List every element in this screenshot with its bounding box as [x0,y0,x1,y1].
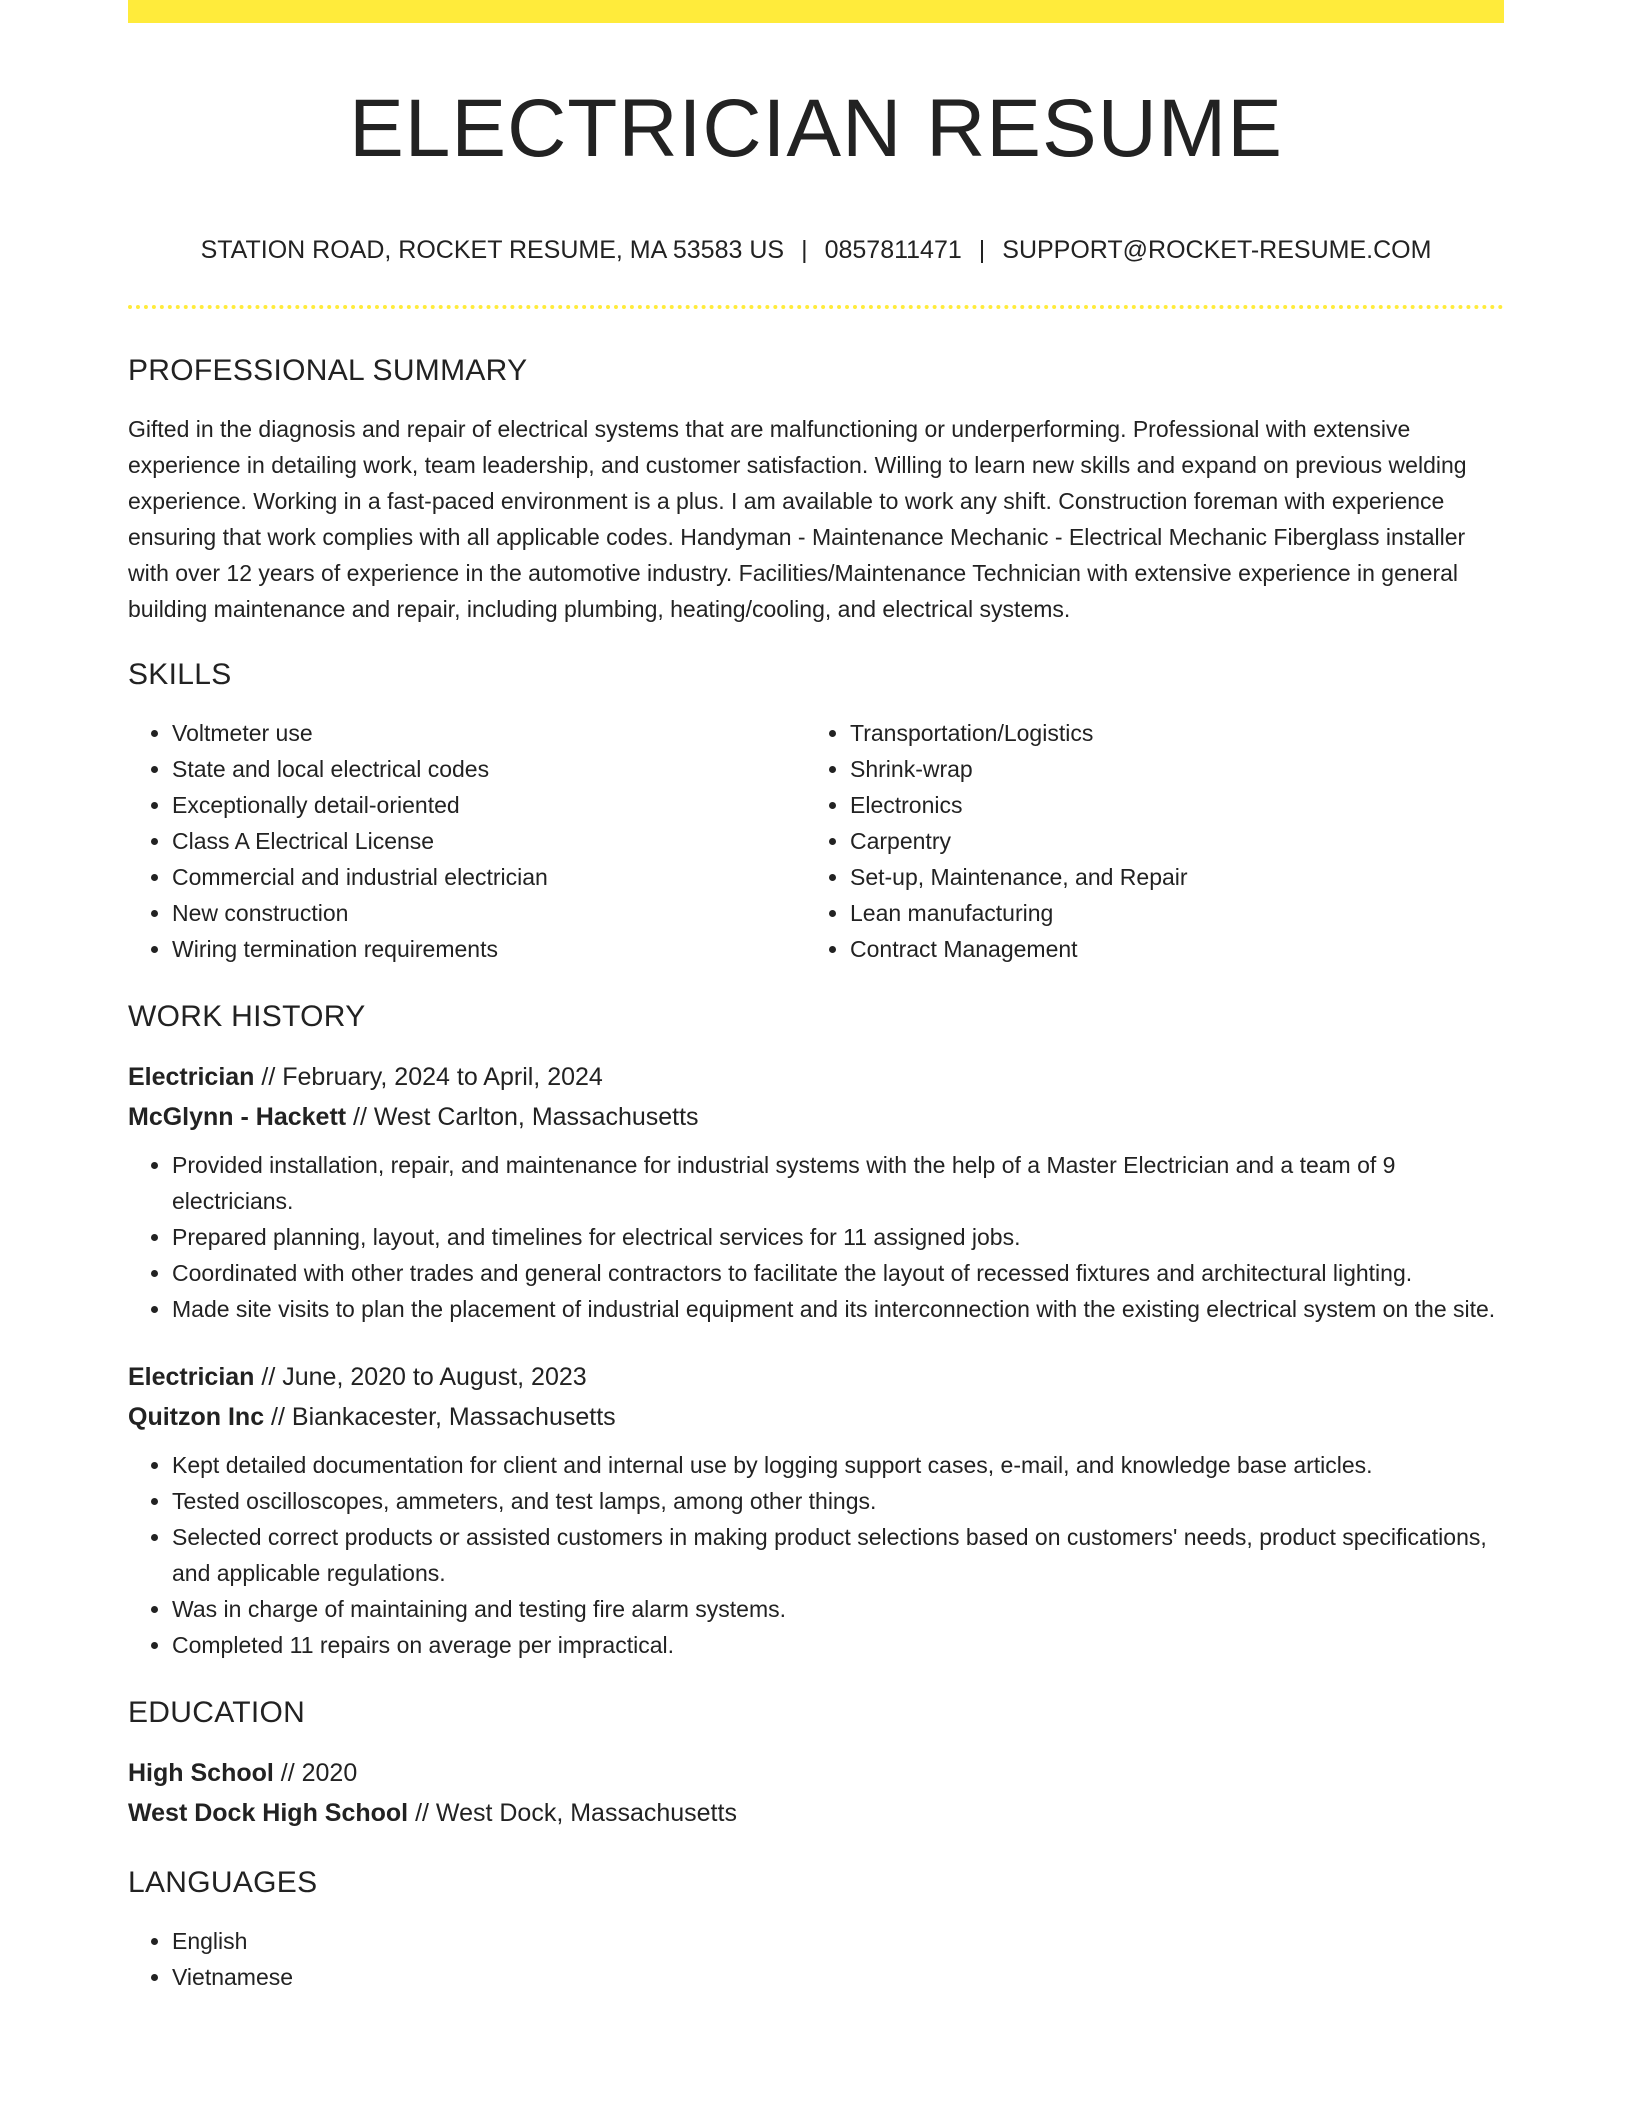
job-title-line [128,1357,1504,1397]
skills-section [128,655,1504,967]
languages-section [128,1863,1504,1995]
job-bullet: • Tested oscilloscopes, ammeters, and test lamps, among other things. [172,1483,1504,1519]
job-company: McGlynn - Hackett [128,1103,347,1131]
education-section [128,1693,1504,1833]
skill-item: • Electronics [850,787,1484,823]
job-bullet: • Selected correct products or assisted customers in making product selections based on customers' needs, product specifications, and applicable regulations. [172,1519,1504,1591]
job-company-line [128,1397,1504,1437]
resume-page [128,0,1504,1995]
contact-address: STATION ROAD, ROCKET RESUME, MA 53583 US [200,236,785,264]
job-company: Quitzon Inc [128,1403,265,1431]
contact-line [128,233,1504,267]
job-dates: // June, 2020 to August, 2023 [254,1363,587,1391]
resume-title: ELECTRICIAN RESUME [349,83,1283,174]
job-bullet: • Completed 11 repairs on average per impractical. [172,1627,1504,1663]
skill-item: • Transportation/Logistics [850,715,1484,751]
job-dates: // February, 2024 to April, 2024 [254,1063,603,1091]
skills-right-list [806,715,1484,967]
education-school-line [128,1793,1504,1833]
summary-text: Gifted in the diagnosis and repair of electrical systems that are malfunctioning or underperforming. Professional with extensive experience in detailing work, team leadership, and customer satisfaction. Willing to learn new skills and expand on previous welding experience. Working in a fast-paced environment is a plus. I am available to work any shift. Construction foreman with experience ensuring that work complies with all applicable codes. Handyman - Maintenance Mechanic - Electrical Mechanic Fiberglass installer with over 12 years of experience in the automotive industry. Facilities/Maintenance Technician with extensive experience in general building maintenance and repair, including plumbing, heating/cooling, and electrical systems. [128,416,1467,622]
education-location: // West Dock, Massachusetts [408,1799,737,1827]
languages-heading: LANGUAGES [128,1866,318,1899]
skill-item: • State and local electrical codes [172,751,806,787]
skill-item: • Exceptionally detail-oriented [172,787,806,823]
job-location: // Biankacester, Massachusetts [264,1403,616,1431]
dotted-divider [128,305,1504,309]
job-bullet-list [128,1447,1504,1663]
languages-list [128,1923,1504,1995]
skill-item: • Wiring termination requirements [172,931,806,967]
summary-heading: PROFESSIONAL SUMMARY [128,354,528,387]
education-degree-line [128,1753,1504,1793]
language-item: • Vietnamese [172,1959,1504,1995]
education-year: // 2020 [273,1759,358,1787]
skill-item: • Class A Electrical License [172,823,806,859]
contact-email: SUPPORT@ROCKET-RESUME.COM [1002,236,1432,264]
job-entry [128,1057,1504,1327]
summary-section [128,351,1504,627]
education-school: West Dock High School [128,1799,409,1827]
skill-item: • Carpentry [850,823,1484,859]
skills-heading: SKILLS [128,658,232,691]
accent-top-bar [128,0,1504,23]
work-history-section [128,997,1504,1663]
skill-item: • Commercial and industrial electrician [172,859,806,895]
job-entry [128,1357,1504,1663]
skill-item: • Set-up, Maintenance, and Repair [850,859,1484,895]
job-bullet: • Prepared planning, layout, and timelines for electrical services for 11 assigned jobs. [172,1219,1504,1255]
education-heading: EDUCATION [128,1696,306,1729]
skill-item: • Shrink-wrap [850,751,1484,787]
job-bullet-list [128,1147,1504,1327]
work-history-heading: WORK HISTORY [128,1000,366,1033]
skills-columns [128,715,1504,967]
language-item: • English [172,1923,1504,1959]
job-bullet: • Made site visits to plan the placement of industrial equipment and its interconnection with the existing electrical system on the site. [172,1291,1504,1327]
job-bullet: • Was in charge of maintaining and testing fire alarm systems. [172,1591,1504,1627]
contact-separator: | [801,236,808,264]
skill-item: • New construction [172,895,806,931]
contact-separator: | [978,236,986,264]
skills-left-list [128,715,806,967]
job-company-line [128,1097,1504,1137]
job-location: // West Carlton, Massachusetts [346,1103,699,1131]
job-bullet: • Kept detailed documentation for client and internal use by logging support cases, e-mail, and knowledge base articles. [172,1447,1504,1483]
education-degree: High School [128,1759,274,1787]
skill-item: • Contract Management [850,931,1484,967]
contact-phone: 0857811471 [824,236,962,264]
job-bullet: • Coordinated with other trades and general contractors to facilitate the layout of recessed fixtures and architectural lighting. [172,1255,1504,1291]
job-title: Electrician [128,1363,255,1391]
job-title: Electrician [128,1063,255,1091]
education-entry [128,1753,1504,1833]
job-title-line [128,1057,1504,1097]
skill-item: • Voltmeter use [172,715,806,751]
skill-item: • Lean manufacturing [850,895,1484,931]
job-bullet: • Provided installation, repair, and maintenance for industrial systems with the help of a Master Electrician and a team of 9 electricians. [172,1147,1504,1219]
